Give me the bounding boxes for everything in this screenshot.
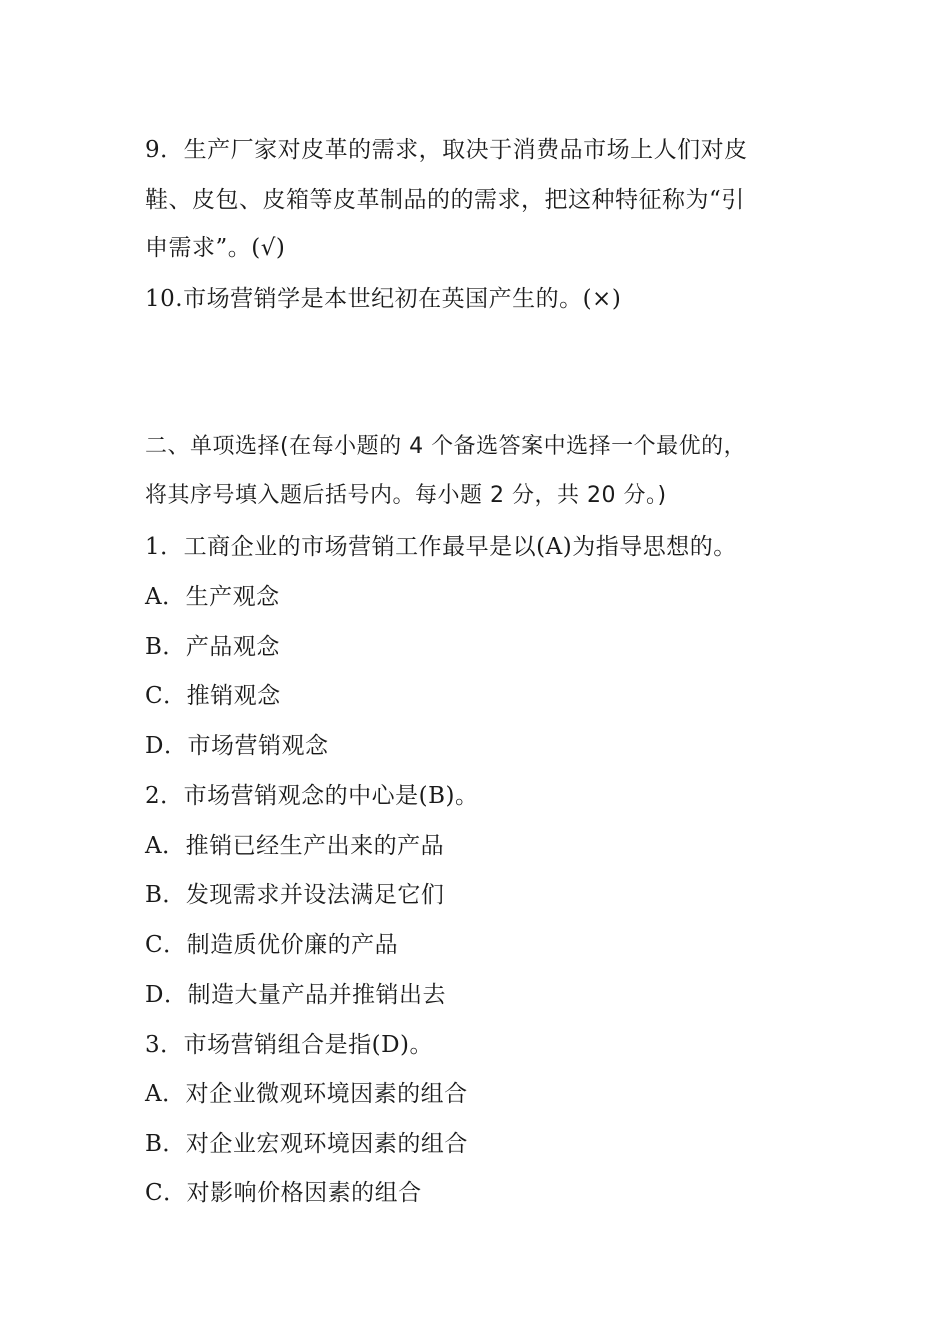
question-1-option-c: C．推销观念: [145, 683, 281, 709]
question-3-option-c: C．对影响价格因素的组合: [145, 1180, 422, 1206]
q9-line-2: 鞋、皮包、皮箱等皮革制品的的需求，把这种特征称为“引: [145, 187, 745, 213]
question-2-option-a: A．推销已经生产出来的产品: [145, 833, 445, 859]
question-1-option-b: B．产品观念: [145, 634, 280, 660]
question-2-option-c: C．制造质优价廉的产品: [145, 932, 399, 958]
question-1-option-a: A．生产观念: [145, 584, 280, 610]
question-1-option-d: D．市场营销观念: [145, 733, 329, 759]
question-2-stem: 2．市场营销观念的中心是(B)。: [145, 783, 479, 809]
question-3-option-b: B．对企业宏观环境因素的组合: [145, 1131, 468, 1157]
question-2-option-d: D．制造大量产品并推销出去: [145, 982, 446, 1008]
question-2-option-b: B．发现需求并设法满足它们: [145, 882, 445, 908]
q10-line: 10.市场营销学是本世纪初在英国产生的。(×): [145, 286, 622, 312]
question-3-option-a: A．对企业微观环境因素的组合: [145, 1081, 468, 1107]
q9-line-3: 申需求”。(√): [145, 235, 286, 261]
section-heading-line-1: 二、单项选择(在每小题的 4 个备选答案中选择一个最优的，: [145, 434, 747, 459]
section-heading-line-2: 将其序号填入题后括号内。每小题 2 分，共 20 分。): [145, 483, 667, 508]
question-1-stem: 1．工商企业的市场营销工作最早是以(A)为指导思想的。: [145, 534, 737, 560]
q9-line-1: 9．生产厂家对皮革的需求，取决于消费品市场上人们对皮: [145, 137, 748, 163]
question-3-stem: 3．市场营销组合是指(D)。: [145, 1032, 434, 1058]
